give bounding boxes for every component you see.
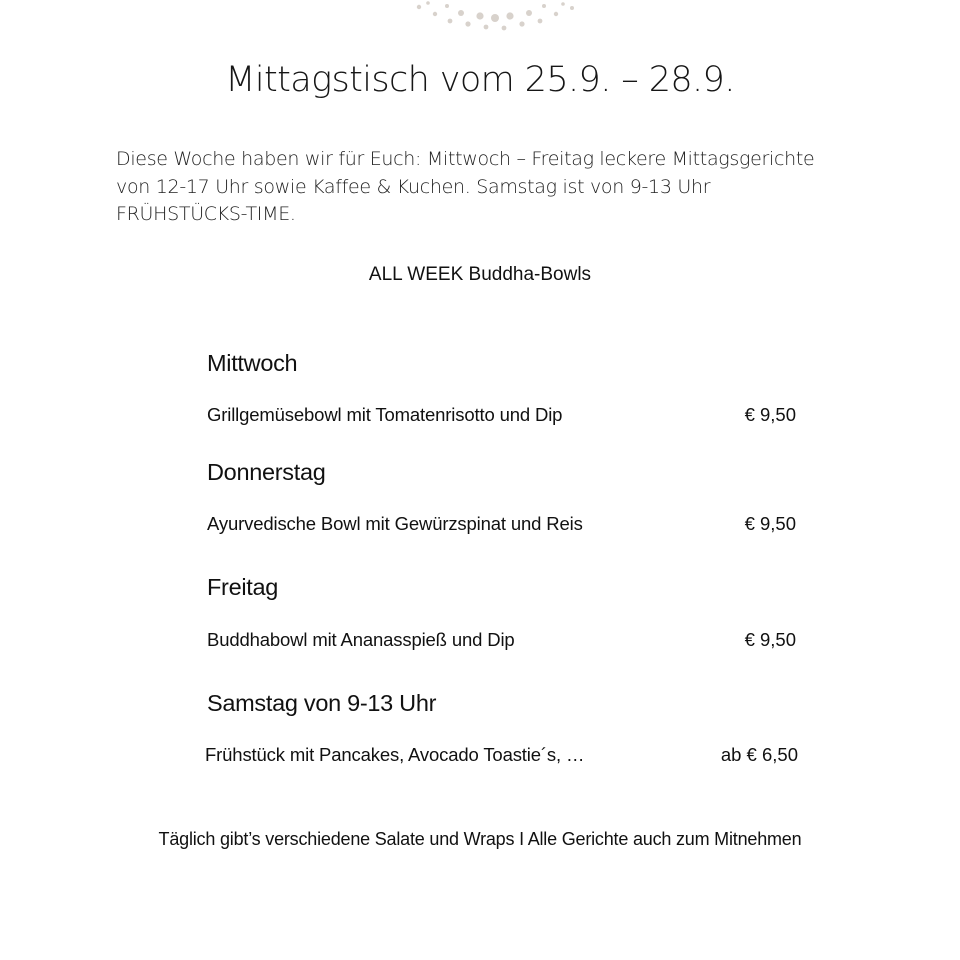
dish-price-mittwoch: € 9,50 <box>744 404 796 425</box>
dish-price-donnerstag: € 9,50 <box>744 513 796 534</box>
dish-name-samstag: Frühstück mit Pancakes, Avocado Toastie´s, … <box>205 744 585 765</box>
dish-name-freitag: Buddhabowl mit Ananasspieß und Dip <box>207 629 515 650</box>
day-heading-samstag: Samstag von 9-13 Uhr <box>207 690 437 716</box>
intro-paragraph: Diese Woche haben wir für Euch: Mittwoch – Freitag leckere Mittagsgerichte von 12-17 Uhr sowie Kaffee & Kuchen. Samstag ist von 9-13 Uhr FRÜHSTÜCKS-TIME. <box>116 148 815 225</box>
page-title: Mittagstisch vom 25.9. – 28.9. <box>225 60 735 100</box>
day-heading-freitag: Freitag <box>207 574 279 600</box>
dish-price-freitag: € 9,50 <box>744 629 796 650</box>
footer-note: Täglich gibt’s verschiedene Salate und Wraps I Alle Gerichte auch zum Mitnehmen <box>158 829 802 849</box>
all-week-note: ALL WEEK Buddha-Bowls <box>368 264 592 285</box>
day-heading-donnerstag: Donnerstag <box>207 459 326 485</box>
day-heading-mittwoch: Mittwoch <box>207 350 298 376</box>
dish-price-samstag: ab € 6,50 <box>720 744 798 765</box>
dish-name-donnerstag: Ayurvedische Bowl mit Gewürzspinat und Reis <box>207 513 583 534</box>
dotted-ornament-logo-icon <box>400 0 590 34</box>
dish-name-mittwoch: Grillgemüsebowl mit Tomatenrisotto und Dip <box>207 404 563 425</box>
